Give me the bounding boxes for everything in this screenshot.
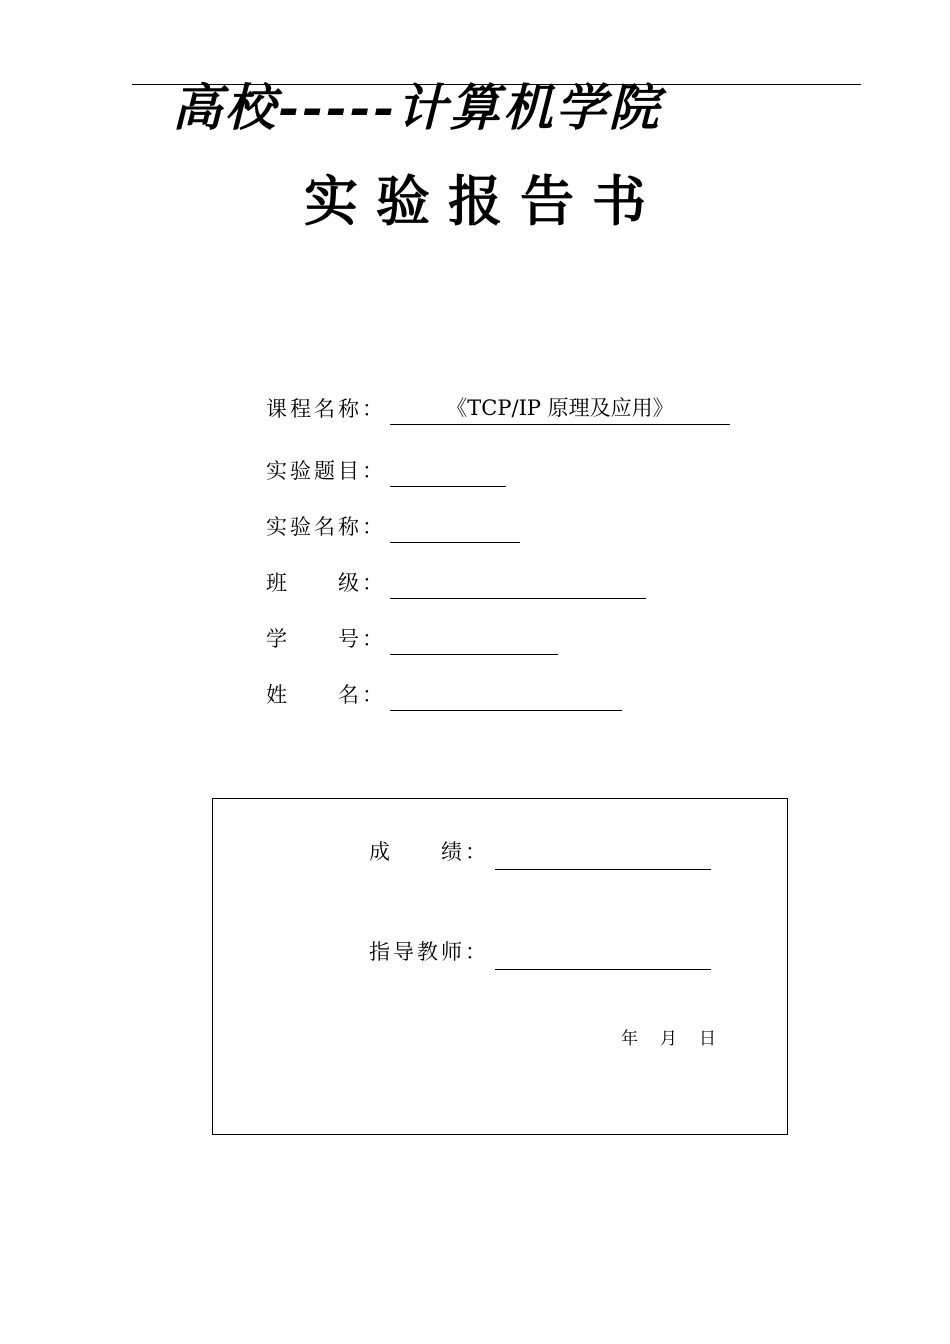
exp-name-value[interactable]	[390, 512, 520, 543]
exp-topic-label: 实验题目：	[266, 459, 386, 483]
year-label: 年	[621, 1029, 638, 1049]
exp-name-label: 实验名称：	[266, 515, 386, 539]
student-id-label: 学 号：	[266, 627, 386, 651]
exp-topic-value[interactable]	[390, 456, 506, 487]
report-title: 实验报告书	[304, 169, 664, 233]
course-label: 课程名称：	[266, 397, 386, 421]
date-line	[621, 1027, 716, 1051]
name-label: 姓 名：	[266, 683, 386, 707]
grading-box	[212, 798, 788, 1135]
name-value[interactable]	[390, 680, 622, 711]
month-label: 月	[660, 1029, 677, 1049]
score-line[interactable]	[495, 835, 711, 870]
class-value[interactable]	[390, 568, 646, 599]
day-label: 日	[699, 1029, 716, 1049]
score-label: 成 绩：	[369, 840, 489, 864]
student-id-value[interactable]	[390, 624, 558, 655]
school-title: 高校-----计算机学院	[172, 78, 662, 137]
teacher-line[interactable]	[495, 935, 711, 970]
teacher-label: 指导教师：	[369, 940, 489, 964]
class-label: 班 级：	[266, 571, 386, 595]
course-value[interactable]: 《TCP/IP 原理及应用》	[390, 394, 730, 425]
